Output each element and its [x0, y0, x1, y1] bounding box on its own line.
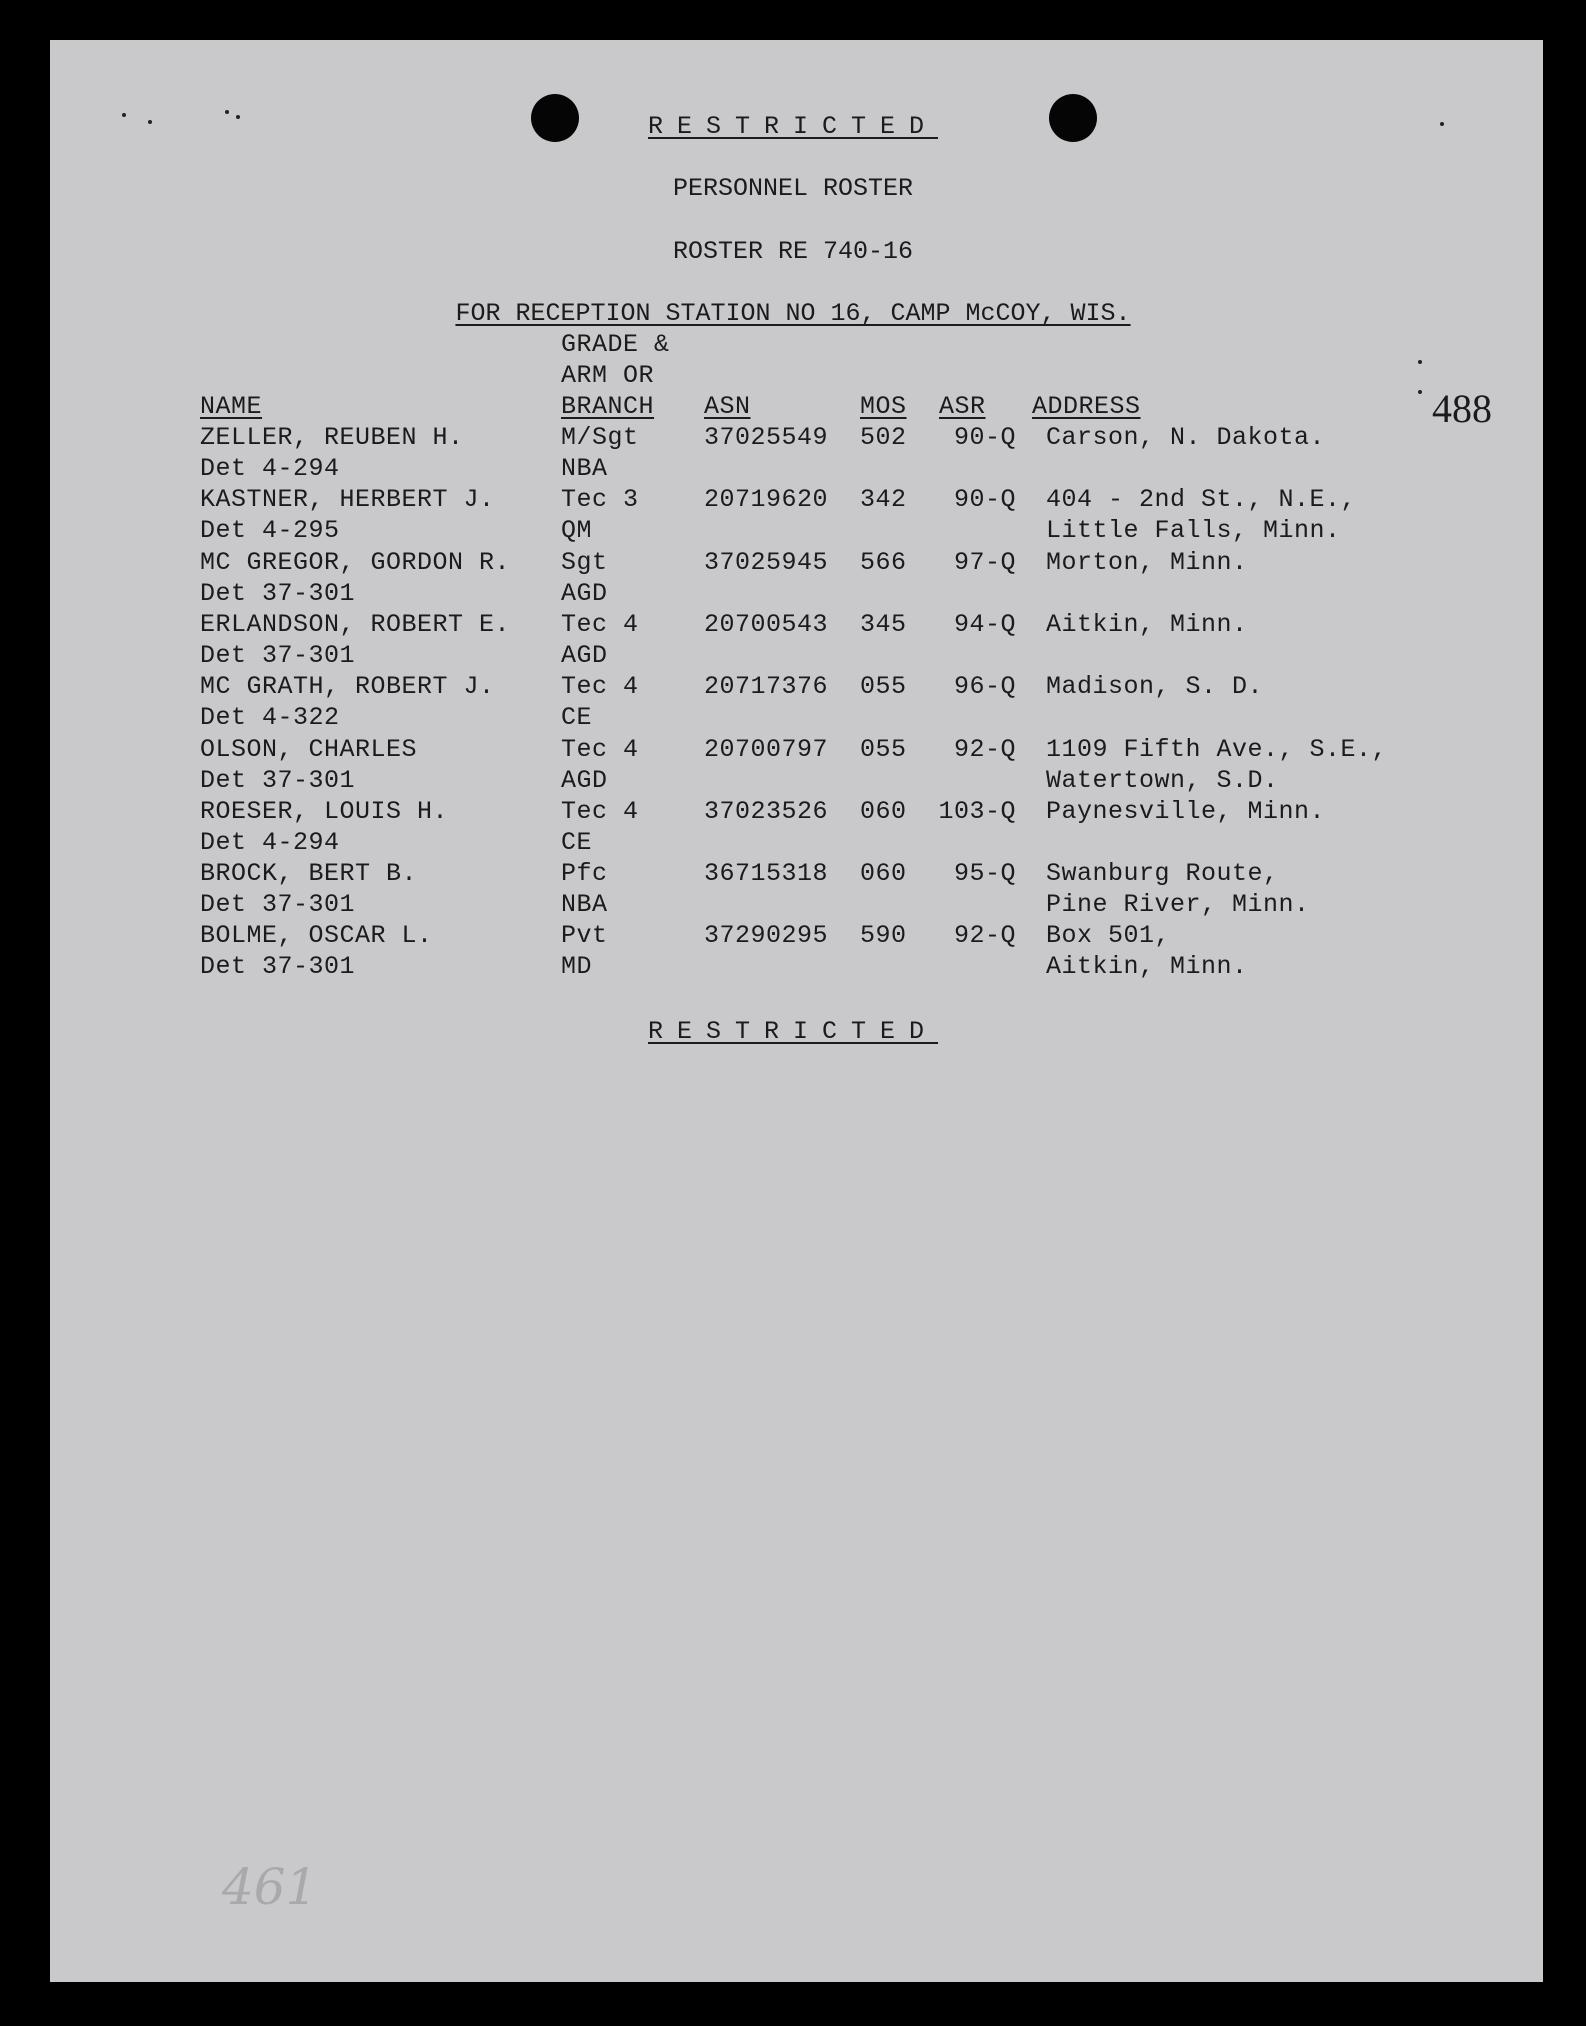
row-branch: NBA: [561, 454, 608, 483]
row-address-line1: Box 501,: [1046, 921, 1171, 951]
page-number: 488: [1432, 386, 1492, 431]
row-asr: 97-Q: [953, 547, 1016, 577]
col-address: ADDRESS: [1032, 392, 1141, 421]
row-mos: 060: [860, 859, 907, 889]
row-grade: Tec 4: [561, 609, 639, 639]
row-grade: Tec 4: [561, 734, 639, 764]
row-mos: 055: [860, 734, 907, 764]
row-asn: 20700543: [704, 609, 829, 639]
row-mos: 590: [860, 921, 907, 951]
row-asn: 20700797: [704, 734, 829, 764]
row-detachment: Det 37-301: [200, 765, 356, 795]
row-address-line2: Pine River, Minn.: [1046, 890, 1310, 920]
row-asn: 37023526: [704, 796, 829, 826]
row-asr: 94-Q: [953, 609, 1016, 639]
row-detachment: Det 4-322: [200, 703, 340, 733]
row-address-line1: Swanburg Route,: [1046, 859, 1279, 889]
row-address-line1: Morton, Minn.: [1046, 547, 1248, 577]
row-address-line1: Paynesville, Minn.: [1046, 796, 1326, 826]
station-line: FOR RECEPTION STATION NO 16, CAMP McCOY, WIS.: [455, 299, 1131, 328]
row-asn: 20717376: [704, 672, 829, 702]
row-mos: 345: [860, 609, 907, 639]
row-asn: 36715318: [704, 859, 829, 889]
row-mos: 342: [860, 485, 907, 515]
row-grade: Pvt: [561, 921, 608, 951]
row-name: MC GRATH, ROBERT J.: [200, 672, 495, 702]
row-asr: 96-Q: [953, 672, 1016, 702]
row-detachment: Det 37-301: [200, 578, 356, 608]
document-title: PERSONNEL ROSTER: [672, 174, 914, 203]
row-grade: Pfc: [561, 859, 608, 889]
col-asr: ASR: [939, 392, 986, 421]
row-address-line1: Madison, S. D.: [1046, 672, 1264, 702]
row-address-line1: Aitkin, Minn.: [1046, 609, 1248, 639]
row-address-line2: Little Falls, Minn.: [1046, 516, 1341, 546]
roster-number: ROSTER RE 740-16: [672, 237, 914, 266]
row-detachment: Det 37-301: [200, 952, 356, 982]
row-name: MC GREGOR, GORDON R.: [200, 547, 511, 577]
row-address-line1: 1109 Fifth Ave., S.E.,: [1046, 734, 1388, 764]
row-asr: 103-Q: [938, 796, 1016, 826]
row-mos: 502: [860, 423, 907, 452]
row-grade: Tec 4: [561, 672, 639, 702]
row-detachment: Det 4-295: [200, 516, 340, 546]
row-name: ERLANDSON, ROBERT E.: [200, 609, 511, 639]
row-name: ROESER, LOUIS H.: [200, 796, 449, 826]
row-name: BROCK, BERT B.: [200, 859, 418, 889]
row-detachment: Det 37-301: [200, 890, 356, 920]
row-name: BOLME, OSCAR L.: [200, 921, 433, 951]
row-name: OLSON, CHARLES: [200, 734, 418, 764]
col-asn: ASN: [704, 392, 751, 421]
row-address-line2: Aitkin, Minn.: [1046, 952, 1248, 982]
row-branch: AGD: [561, 765, 608, 795]
row-grade: Tec 4: [561, 796, 639, 826]
row-address-line1: 404 - 2nd St., N.E.,: [1046, 485, 1357, 515]
speck: [1418, 360, 1422, 364]
row-address-line1: Carson, N. Dakota.: [1046, 423, 1326, 452]
col-grade-line2: ARM OR: [561, 361, 655, 390]
row-asn: 37025945: [704, 547, 829, 577]
row-asr: 92-Q: [953, 734, 1016, 764]
row-detachment: Det 4-294: [200, 827, 340, 857]
row-detachment: Det 4-294: [200, 454, 340, 483]
row-name: KASTNER, HERBERT J.: [200, 485, 495, 515]
row-mos: 566: [860, 547, 907, 577]
row-name: ZELLER, REUBEN H.: [200, 423, 464, 452]
row-branch: CE: [561, 827, 593, 857]
classification-top: RESTRICTED: [647, 112, 939, 141]
row-asr: 95-Q: [953, 859, 1016, 889]
row-branch: QM: [561, 516, 593, 546]
col-grade-line3: BRANCH: [561, 392, 655, 421]
col-grade-line1: GRADE &: [561, 330, 670, 359]
handwritten-note: 461: [222, 1858, 318, 1916]
row-asn: 20719620: [704, 485, 829, 515]
row-asr: 90-Q: [953, 423, 1016, 452]
row-grade: Sgt: [561, 547, 608, 577]
row-branch: CE: [561, 703, 593, 733]
row-grade: Tec 3: [561, 485, 639, 515]
row-grade: M/Sgt: [561, 423, 639, 452]
row-detachment: Det 37-301: [200, 640, 356, 670]
speck: [1418, 390, 1422, 394]
row-branch: MD: [561, 952, 593, 982]
row-asr: 90-Q: [953, 485, 1016, 515]
row-branch: AGD: [561, 578, 608, 608]
row-asn: 37290295: [704, 921, 829, 951]
classification-bottom: RESTRICTED: [647, 1017, 939, 1046]
row-branch: AGD: [561, 640, 608, 670]
row-asr: 92-Q: [953, 921, 1016, 951]
col-name: NAME: [200, 392, 263, 421]
row-mos: 060: [860, 796, 907, 826]
col-mos: MOS: [860, 392, 907, 421]
row-branch: NBA: [561, 890, 608, 920]
row-asn: 37025549: [704, 423, 829, 452]
row-mos: 055: [860, 672, 907, 702]
row-address-line2: Watertown, S.D.: [1046, 765, 1279, 795]
document-page: [50, 40, 1543, 1982]
